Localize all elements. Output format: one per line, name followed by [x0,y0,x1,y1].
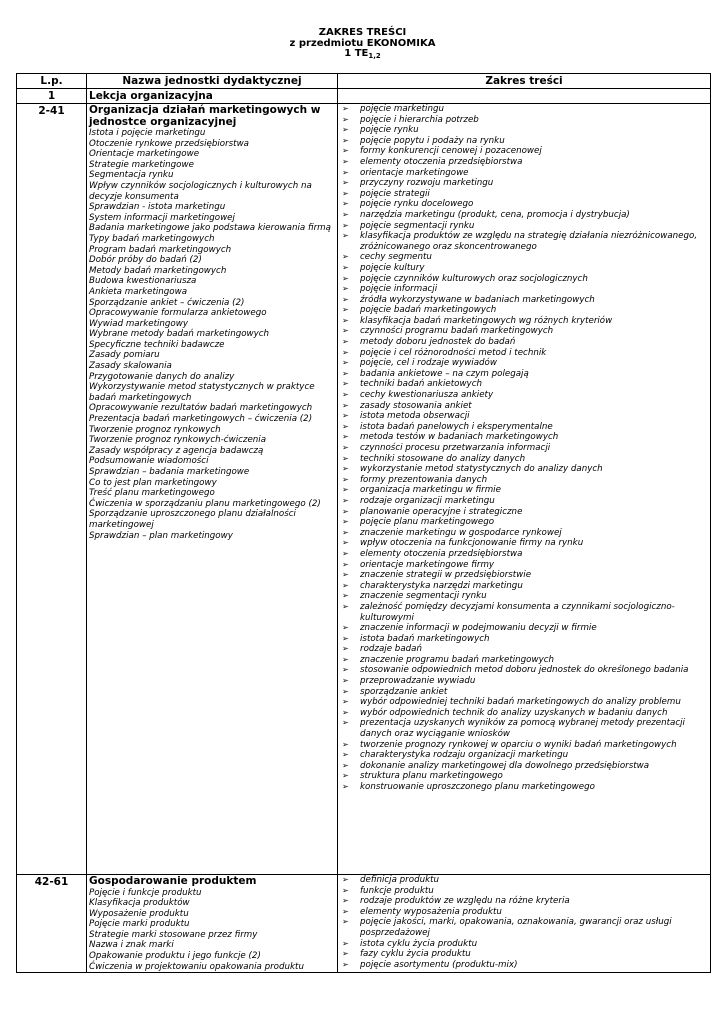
arrow-bullet-icon: ➢ [342,665,349,675]
content-item-text: znaczenie marketingu w gospodarce rynkowej [360,527,562,538]
content-item [340,917,710,938]
content-item [340,602,710,623]
topic-item: Prezentacja badań marketingowych – ćwiczenia (2) [89,414,313,425]
content-item [340,875,710,886]
arrow-bullet-icon: ➢ [342,875,349,884]
arrow-bullet-icon: ➢ [342,760,349,770]
topic-item: Pojęcie marki produktu [89,919,190,930]
content-item-text: przeprowadzanie wywiadu [360,676,476,687]
content-item [340,316,710,327]
content-item-text: zasady stosowania ankiet [360,400,472,411]
content-item [340,475,710,486]
arrow-bullet-icon: ➢ [342,771,349,781]
arrow-bullet-icon: ➢ [342,114,349,124]
content-item-text: wykorzystanie metod statystycznych do analizy danych [360,464,603,475]
content-item [340,157,710,168]
class-sub: 1,2 [368,52,381,60]
arrow-bullet-icon: ➢ [342,315,349,325]
arrow-bullet-icon: ➢ [342,209,349,219]
content-item-text: pojęcie informacji [360,284,438,295]
arrow-bullet-icon: ➢ [342,782,349,791]
topic-item: Specyficzne techniki badawcze [89,339,225,350]
topic-item: Nazwa i znak marki [89,940,174,951]
content-item [340,379,710,390]
content-item [340,104,710,115]
content-item [340,284,710,295]
arrow-bullet-icon: ➢ [342,199,349,209]
arrow-bullet-icon: ➢ [342,601,349,611]
topic-item: Wywiad marketingowy [89,318,188,329]
content-item-text: organizacja marketingu w firmie [360,485,501,496]
document-header [0,28,725,62]
content-item [340,443,710,454]
content-item [340,907,710,918]
arrow-bullet-icon: ➢ [342,654,349,664]
content-item [340,295,710,306]
content-item [340,326,710,337]
arrow-bullet-icon: ➢ [342,188,349,198]
content-item-text: przyczyny rozwoju marketingu [360,178,494,189]
topic-item: Tworzenie prognoz rynkowych [89,424,221,435]
content-item [340,305,710,316]
arrow-bullet-icon: ➢ [342,686,349,696]
content-item-text: formy prezentowania danych [360,474,488,485]
arrow-bullet-icon: ➢ [342,538,349,548]
content-item [340,485,710,496]
arrow-bullet-icon: ➢ [342,707,349,717]
arrow-bullet-icon: ➢ [342,474,349,484]
content-item-text: konstruowanie uproszczonego planu marketingowego [360,782,595,792]
topic-item: Opakowanie produktu i jego funkcje (2) [89,951,261,962]
arrow-bullet-icon: ➢ [342,885,349,895]
content-item-text: rodzaje produktów ze względu na różne kryteria [360,896,570,907]
content-item [340,136,710,147]
content-item-text: sporządzanie ankiet [360,686,448,697]
content-item-text: pojęcie i hierarchia potrzeb [360,114,479,125]
content-item-text: formy konkurencji cenowej i pozacenowej [360,146,542,157]
topic-item: Metody badań marketingowych [89,265,227,276]
content-item-text: cechy segmentu [360,252,432,263]
topic-item: Co to jest plan marketingowy [89,477,217,488]
content-item [340,740,710,751]
content-item [340,697,710,708]
content-item [340,496,710,507]
arrow-bullet-icon: ➢ [342,938,349,948]
arrow-bullet-icon: ➢ [342,432,349,442]
content-item-text: istota cyklu życia produktu [360,938,478,949]
content-item-text: pojęcie kultury [360,262,425,273]
content-cell [338,104,711,875]
content-item-text: klasyfikacja badań marketingowych wg różnych kryteriów [360,315,613,326]
unit-cell [87,104,338,875]
arrow-bullet-icon: ➢ [342,917,349,927]
topic-item: Sprawdzian – badania marketingowe [89,467,250,477]
topic-item: Klasyfikacja produktów [89,898,190,909]
unit-title: Lekcja organizacyjna [87,89,338,104]
arrow-bullet-icon: ➢ [342,135,349,145]
topic-item: Sprawdzian – plan marketingowy [89,530,233,541]
arrow-bullet-icon: ➢ [342,623,349,633]
topic-item: Opracowywanie formularza ankietowego [89,308,267,319]
table-row [17,104,711,875]
topic-item: Strategie marketingowe [89,159,194,170]
document-title: ZAKRES TREŚCI [318,27,407,38]
content-item-text: prezentacja uzyskanych wyników za pomocą wybranej metody prezentacji danych oraz wyciąganie wniosków [360,718,685,740]
content-item-text: metoda testów w badaniach marketingowych [360,432,559,443]
arrow-bullet-icon: ➢ [342,305,349,315]
arrow-bullet-icon: ➢ [342,949,349,959]
topic-item: Sporządzanie uproszczonego planu działalności marketingowej [89,509,296,530]
topic-item: Typy badań marketingowych [89,233,215,244]
content-item [340,125,710,136]
arrow-bullet-icon: ➢ [342,294,349,304]
arrow-bullet-icon: ➢ [342,570,349,580]
content-item [340,464,710,475]
topic-item: Zasady współpracy z agencja badawczą [89,445,264,456]
content-cell [338,875,711,973]
content-item-text: planowanie operacyjne i strategiczne [360,506,523,517]
arrow-bullet-icon: ➢ [342,390,349,400]
arrow-bullet-icon: ➢ [342,156,349,166]
arrow-bullet-icon: ➢ [342,739,349,749]
content-item [340,422,710,433]
arrow-bullet-icon: ➢ [342,517,349,527]
topic-item: Orientacje marketingowe [89,149,200,160]
content-item-text: charakterystyka rodzaju organizacji marketingu [360,750,569,761]
content-item-text: wybór odpowiednich technik do analizy uzyskanych w badaniu danych [360,707,668,718]
content-item [340,432,710,443]
arrow-bullet-icon: ➢ [342,252,349,262]
content-item-text: pojęcie badań marketingowych [360,305,497,316]
topic-item: Ćwiczenia w sporządzaniu planu marketingowego (2) [89,498,321,509]
arrow-bullet-icon: ➢ [342,644,349,654]
arrow-bullet-icon: ➢ [342,633,349,643]
content-cell [338,89,711,104]
content-item-text: pojęcie i cel różnorodności metod i technik [360,347,547,358]
content-item-text: wybór odpowiedniej techniki badań marketingowych do analizy problemu [360,697,681,708]
topic-item: Opracowywanie rezultatów badań marketingowych [89,403,313,414]
topic-item: Zasady skalowania [89,361,172,372]
content-item-text: techniki badań ankietowych [360,379,482,390]
content-item [340,549,710,560]
topic-item: Pojęcie i funkcje produktu [89,887,202,898]
content-item [340,886,710,897]
content-item-text: charakterystyka narzędzi marketingu [360,580,523,591]
content-item-text: znaczenie programu badań marketingowych [360,654,555,665]
content-item [340,570,710,581]
arrow-bullet-icon: ➢ [342,495,349,505]
topic-item: System informacji marketingowej [89,212,235,223]
arrow-bullet-icon: ➢ [342,337,349,347]
content-item [340,676,710,687]
table-header-row [17,74,711,89]
content-item [340,210,710,221]
arrow-bullet-icon: ➢ [342,464,349,474]
content-item-text: narzędzia marketingu (produkt, cena, promocja i dystrybucja) [360,209,630,220]
topic-item: Przygotowanie danych do analizy [89,371,235,382]
content-item-text: orientacje marketingowe firmy [360,559,495,570]
arrow-bullet-icon: ➢ [342,697,349,707]
content-item-text: pojęcie czynników kulturowych oraz socjologicznych [360,273,588,284]
content-item [340,168,710,179]
content-item-text: elementy wyposażenia produktu [360,906,502,917]
arrow-bullet-icon: ➢ [342,750,349,760]
arrow-bullet-icon: ➢ [342,178,349,188]
content-item [340,949,710,960]
column-header-unit: Nazwa jednostki dydaktycznej [87,74,338,89]
arrow-bullet-icon: ➢ [342,358,349,368]
content-item [340,369,710,380]
content-item-text: zależność pomiędzy decyzjami konsumenta a czynnikami socjologiczno-kulturowymi [360,601,675,623]
arrow-bullet-icon: ➢ [342,400,349,410]
content-item-text: pojęcie rynku [360,125,419,136]
arrow-bullet-icon: ➢ [342,146,349,156]
content-item-text: klasyfikacja produktów ze względu na strategię działania niezróżnicowanego, zróżnicowanego oraz skoncentrowanego [360,231,698,252]
content-item-text: pojęcie marketingu [360,104,444,114]
topic-item: Istota i pojęcie marketingu [89,128,206,138]
content-item-text: istota badań panelowych i eksperymentalne [360,421,553,432]
arrow-bullet-icon: ➢ [342,262,349,272]
content-item [340,146,710,157]
topic-item: Podsumowanie wiadomości [89,456,209,467]
content-item [340,750,710,761]
content-item [340,252,710,263]
arrow-bullet-icon: ➢ [342,368,349,378]
content-item [340,939,710,950]
arrow-bullet-icon: ➢ [342,506,349,516]
arrow-bullet-icon: ➢ [342,580,349,590]
content-item [340,665,710,676]
content-item [340,411,710,422]
content-item [340,634,710,645]
arrow-bullet-icon: ➢ [342,167,349,177]
arrow-bullet-icon: ➢ [342,591,349,601]
content-item [340,644,710,655]
content-item [340,538,710,549]
content-item [340,528,710,539]
row-number: 42-61 [17,875,87,973]
content-list [338,104,710,793]
arrow-bullet-icon: ➢ [342,548,349,558]
topic-item: Strategie marki stosowane przez firmy [89,929,258,940]
content-item-text: istota badań marketingowych [360,633,490,644]
unit-title: Organizacja działań marketingowych w jednostce organizacyjnej [89,104,321,128]
arrow-bullet-icon: ➢ [342,347,349,357]
content-item-text: elementy otoczenia przedsiębiorstwa [360,156,523,167]
content-item [340,274,710,285]
topic-item: Segmentacja rynku [89,170,174,181]
content-item [340,623,710,634]
arrow-bullet-icon: ➢ [342,559,349,569]
content-item [340,960,710,971]
content-item [340,199,710,210]
content-item-text: czynności procesu przetwarzania informacji [360,443,551,453]
content-item [340,401,710,412]
arrow-bullet-icon: ➢ [342,896,349,906]
topic-list [87,888,337,973]
topic-item: Program badań marketingowych [89,244,232,255]
content-item-text: czynności programu badań marketingowych [360,326,554,337]
arrow-bullet-icon: ➢ [342,959,349,969]
arrow-bullet-icon: ➢ [342,125,349,135]
table-row [17,89,711,104]
content-item-text: tworzenie prognozy rynkowej w oparciu o wyniki badań marketingowych [360,739,677,750]
content-item-text: definicja produktu [360,875,440,885]
content-item-text: pojęcie strategii [360,188,430,199]
content-item [340,337,710,348]
content-item [340,581,710,592]
content-item-text: orientacje marketingowe [360,167,469,178]
topic-item: Sporządzanie ankiet – ćwiczenia (2) [89,297,245,308]
content-item [340,517,710,528]
content-item [340,189,710,200]
topic-item: Ćwiczenia w projektowaniu opakowania produktu [89,961,304,972]
content-item [340,560,710,571]
content-item [340,761,710,772]
content-item-text: funkcje produktu [360,885,434,896]
content-item [340,771,710,782]
content-item [340,231,710,252]
content-item [340,591,710,602]
content-item-text: rodzaje organizacji marketingu [360,495,495,506]
content-item [340,708,710,719]
topic-item: Tworzenie prognoz rynkowych-ćwiczenia [89,435,267,446]
arrow-bullet-icon: ➢ [342,718,349,728]
arrow-bullet-icon: ➢ [342,485,349,495]
row-number: 2-41 [17,104,87,875]
document-subtitle: z przedmiotu EKONOMIKA [289,37,436,49]
topic-item: Treść planu marketingowego [89,488,215,499]
topic-item: Zasady pomiaru [89,350,160,361]
content-item-text: stosowanie odpowiednich metod doboru jednostek do określonego badania [360,665,689,676]
content-item [340,390,710,401]
topic-item: Ankieta marketingowa [89,286,188,297]
arrow-bullet-icon: ➢ [342,527,349,537]
topic-item: Budowa kwestionariusza [89,276,197,287]
topic-item: Wpływ czynników socjologicznych i kulturowych na decyzje konsumenta [89,180,312,202]
content-item-text: pojęcie rynku docelowego [360,199,474,210]
content-item [340,115,710,126]
content-item-text: wpływ otoczenia na funkcjonowanie firmy na rynku [360,538,584,549]
content-item [340,263,710,274]
content-item [340,348,710,359]
content-item-text: elementy otoczenia przedsiębiorstwa [360,548,523,559]
content-item [340,896,710,907]
class-main: 1 TE [344,48,369,59]
content-item [340,782,710,793]
content-item [340,178,710,189]
topic-item: Wykorzystywanie metod statystycznych w praktyce badań marketingowych [89,382,315,403]
topic-item: Sprawdzian - istota marketingu [89,202,226,213]
topic-item: Dobór próby do badań (2) [89,255,202,266]
arrow-bullet-icon: ➢ [342,326,349,336]
content-item [340,718,710,739]
arrow-bullet-icon: ➢ [342,104,349,113]
content-item [340,454,710,465]
arrow-bullet-icon: ➢ [342,906,349,916]
arrow-bullet-icon: ➢ [342,453,349,463]
content-item-text: pojęcie jakości, marki, opakowania, oznakowania, gwarancji oraz usługi posprzedażowej [360,917,672,938]
content-item-text: pojęcie asortymentu (produktu-mix) [360,959,518,970]
class-label [0,49,725,62]
content-item-text: metody doboru jednostek do badań [360,337,516,348]
topic-item: Wybrane metody badań marketingowych [89,329,270,340]
column-header-lp: L.p. [17,74,87,89]
arrow-bullet-icon: ➢ [342,231,349,241]
content-item-text: pojęcie planu marketingowego [360,517,495,528]
arrow-bullet-icon: ➢ [342,676,349,686]
content-list [338,875,710,970]
content-item-text: dokonanie analizy marketingowej dla dowolnego przedsiębiorstwa [360,760,650,771]
content-item-text: techniki stosowane do analizy danych [360,453,526,464]
unit-title: Gospodarowanie produktem [89,875,257,887]
arrow-bullet-icon: ➢ [342,284,349,294]
content-item [340,687,710,698]
topic-list [87,128,337,541]
topic-item: Wyposażenie produktu [89,908,189,919]
unit-cell [87,875,338,973]
content-item-text: rodzaje badań [360,644,422,655]
content-item-text: pojęcie segmentacji rynku [360,220,475,231]
content-item-text: pojęcie, cel i rodzaje wywiadów [360,358,497,369]
content-item-text: istota metoda obserwacji [360,411,470,422]
content-item [340,358,710,369]
content-item-text: źródła wykorzystywane w badaniach marketingowych [360,294,595,305]
content-item [340,655,710,666]
row-number: 1 [17,89,87,104]
content-item-text: fazy cyklu życia produktu [360,949,471,960]
content-item [340,221,710,232]
content-item-text: znaczenie segmentacji rynku [360,591,487,602]
content-item-text: badania ankietowe – na czym polegają [360,368,529,379]
arrow-bullet-icon: ➢ [342,421,349,431]
topic-item: Otoczenie rynkowe przedsiębiorstwa [89,138,250,149]
arrow-bullet-icon: ➢ [342,379,349,389]
arrow-bullet-icon: ➢ [342,220,349,230]
content-item-text: znaczenie informacji w podejmowaniu decyzji w firmie [360,623,597,634]
content-item-text: znaczenie strategii w przedsiębiorstwie [360,570,532,581]
arrow-bullet-icon: ➢ [342,273,349,283]
arrow-bullet-icon: ➢ [342,411,349,421]
column-header-content: Zakres treści [338,74,711,89]
arrow-bullet-icon: ➢ [342,443,349,452]
content-item-text: pojęcie popytu i podaży na rynku [360,135,505,146]
content-item [340,507,710,518]
content-item-text: struktura planu marketingowego [360,771,503,782]
table-row [17,875,711,973]
curriculum-table [16,73,711,973]
content-item-text: cechy kwestionariusza ankiety [360,390,494,401]
topic-item: Badania marketingowe jako podstawa kierowania firmą [89,223,331,234]
